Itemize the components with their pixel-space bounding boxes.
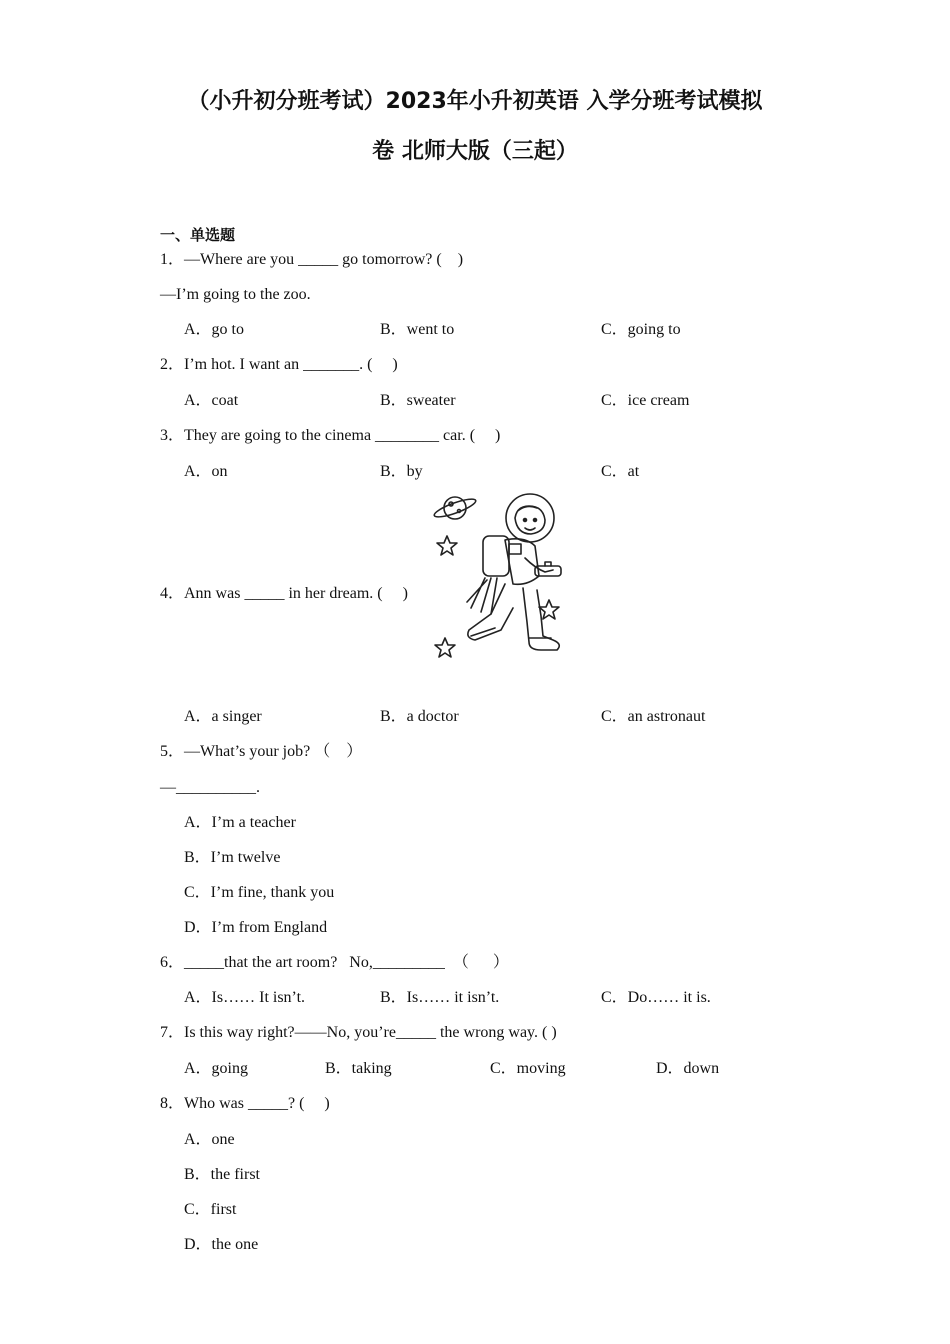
section-heading: 一、单选题	[160, 226, 236, 244]
star-icon	[437, 536, 457, 555]
question-6-option-b[interactable]: B．Is…… it isn’t.	[380, 989, 500, 1006]
question-7-option-b[interactable]: B．taking	[325, 1060, 392, 1077]
question-7-option-a[interactable]: A．going	[184, 1060, 249, 1077]
question-4-option-c[interactable]: C．an astronaut	[601, 708, 706, 725]
question-2-option-b[interactable]: B．sweater	[380, 392, 456, 409]
question-8-option-b[interactable]: B．the first	[184, 1166, 260, 1183]
question-5-option-d[interactable]: D．I’m from England	[184, 919, 328, 936]
question-5-option-a[interactable]: A．I’m a teacher	[184, 814, 296, 831]
question-7-stem: 7．Is this way right?——No, you’re_____ the wrong way. ( )	[160, 1024, 557, 1041]
question-7-option-d[interactable]: D．down	[656, 1060, 720, 1077]
question-5-stem: 5．—What’s your job? （ ）	[160, 743, 363, 760]
question-8-option-d[interactable]: D．the one	[184, 1236, 259, 1253]
question-1-option-a[interactable]: A．go to	[184, 321, 245, 338]
question-3-option-a[interactable]: A．on	[184, 463, 228, 480]
question-4-option-b[interactable]: B．a doctor	[380, 708, 459, 725]
question-7-option-c[interactable]: C．moving	[490, 1060, 566, 1077]
question-1-answer-line: —I’m going to the zoo.	[160, 286, 311, 303]
question-2-stem: 2．I’m hot. I want an _______. ( )	[160, 356, 398, 373]
question-3-stem: 3．They are going to the cinema ________ car. ( )	[160, 427, 501, 444]
page-title-line-1: （小升初分班考试）2023年小升初英语 入学分班考试模拟	[187, 89, 763, 114]
question-8-option-c[interactable]: C．first	[184, 1201, 237, 1218]
question-6-stem: 6．_____that the art room? No,_________ （ ）	[160, 954, 509, 971]
question-2-option-c[interactable]: C．ice cream	[601, 392, 690, 409]
astronaut-illustration	[425, 488, 565, 668]
question-3-option-b[interactable]: B．by	[380, 463, 423, 480]
question-1-option-c[interactable]: C．going to	[601, 321, 681, 338]
question-2-option-a[interactable]: A．coat	[184, 392, 239, 409]
question-5-option-c[interactable]: C．I’m fine, thank you	[184, 884, 335, 901]
star-icon	[435, 638, 455, 657]
question-3-option-c[interactable]: C．at	[601, 463, 640, 480]
question-6-option-c[interactable]: C．Do…… it is.	[601, 989, 711, 1006]
question-8-stem: 8．Who was _____? ( )	[160, 1095, 330, 1112]
question-4-option-a[interactable]: A．a singer	[184, 708, 262, 725]
question-4-stem: 4．Ann was _____ in her dream. ( )	[160, 585, 408, 602]
question-5-option-b[interactable]: B．I’m twelve	[184, 849, 281, 866]
star-icon	[539, 600, 559, 619]
planet-icon	[433, 496, 478, 520]
question-6-option-a[interactable]: A．Is…… It isn’t.	[184, 989, 306, 1006]
question-5-answer-line: —__________.	[160, 779, 260, 796]
question-1-option-b[interactable]: B．went to	[380, 321, 455, 338]
page-title-line-2: 卷 北师大版（三起）	[372, 139, 578, 164]
question-1-stem: 1．—Where are you _____ go tomorrow? ( )	[160, 251, 464, 268]
question-8-option-a[interactable]: A．one	[184, 1131, 235, 1148]
